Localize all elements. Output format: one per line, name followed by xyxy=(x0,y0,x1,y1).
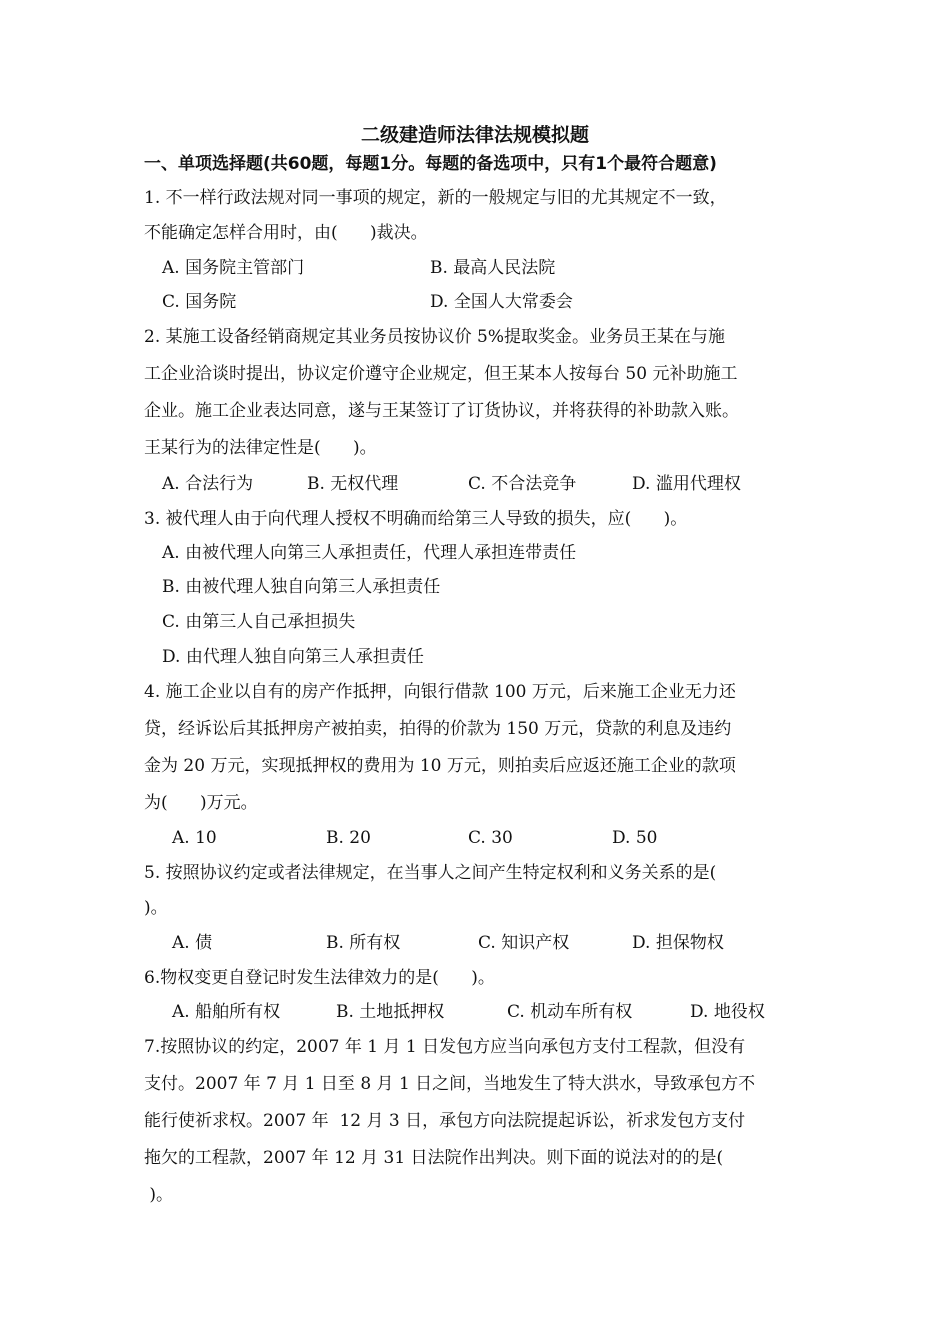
question-2-option-b: B. 无权代理 xyxy=(307,474,399,494)
question-2-stem-line-1: 2. 某施工设备经销商规定其业务员按协议价 5%提取奖金。业务员王某在与施 xyxy=(144,327,725,347)
question-6-option-a: A. 船舶所有权 xyxy=(172,1002,281,1022)
question-1-option-b: B. 最高人民法院 xyxy=(430,258,556,278)
question-1-stem-line-1: 1. 不一样行政法规对同一事项的规定，新的一般规定与旧的尤其规定不一致， xyxy=(144,188,727,208)
question-7-stem-line-4: 拖欠的工程款，2007 年 12 月 31 日法院作出判决。则下面的说法对的的是( xyxy=(144,1148,724,1168)
question-2-option-c: C. 不合法竞争 xyxy=(468,474,577,494)
question-2-stem-line-4: 王某行为的法律定性是( )。 xyxy=(144,438,377,458)
question-4-stem-line-4: 为( )万元。 xyxy=(144,793,258,813)
question-4-option-d: D. 50 xyxy=(612,828,658,848)
question-7-stem-line-3: 能行使祈求权。2007 年 12 月 3 日，承包方向法院提起诉讼，祈求发包方支付 xyxy=(144,1111,746,1131)
question-4-stem-line-3: 金为 20 万元，实现抵押权的费用为 10 万元，则拍卖后应返还施工企业的款项 xyxy=(144,756,736,776)
question-5-option-d: D. 担保物权 xyxy=(632,933,724,953)
question-5-stem-line-2: )。 xyxy=(144,898,168,918)
question-7-stem-line-2: 支付。2007 年 7 月 1 日至 8 月 1 日之间，当地发生了特大洪水，导致承包方不 xyxy=(144,1074,756,1094)
question-5-option-a: A. 债 xyxy=(172,933,213,953)
question-4-option-c: C. 30 xyxy=(468,828,513,848)
question-2-option-a: A. 合法行为 xyxy=(162,474,254,494)
question-3-option-c: C. 由第三人自己承担损失 xyxy=(162,612,356,632)
question-3-option-d: D. 由代理人独自向第三人承担责任 xyxy=(162,647,424,667)
question-1-option-a: A. 国务院主管部门 xyxy=(162,258,305,278)
question-6-option-b: B. 土地抵押权 xyxy=(336,1002,445,1022)
question-2-stem-line-3: 企业。施工企业表达同意，遂与王某签订了订货协议，并将获得的补助款入账。 xyxy=(144,401,739,421)
question-4-stem-line-1: 4. 施工企业以自有的房产作抵押，向银行借款 100 万元，后来施工企业无力还 xyxy=(144,682,736,702)
question-4-option-a: A. 10 xyxy=(172,828,217,848)
question-5-option-c: C. 知识产权 xyxy=(478,933,570,953)
question-4-stem-line-2: 贷，经诉讼后其抵押房产被拍卖，拍得的价款为 150 万元，贷款的利息及违约 xyxy=(144,719,732,739)
question-5-option-b: B. 所有权 xyxy=(326,933,401,953)
question-1-option-d: D. 全国人大常委会 xyxy=(430,292,573,312)
question-1-option-c: C. 国务院 xyxy=(162,292,237,312)
document-title: 二级建造师法律法规模拟题 xyxy=(360,124,589,146)
question-6-option-d: D. 地役权 xyxy=(690,1002,765,1022)
question-2-stem-line-2: 工企业洽谈时提出，协议定价遵守企业规定，但王某本人按每台 50 元补助施工 xyxy=(144,364,738,384)
question-6-option-c: C. 机动车所有权 xyxy=(507,1002,633,1022)
question-1-stem-line-2: 不能确定怎样合用时，由( )裁决。 xyxy=(144,223,428,243)
question-3-stem-line-1: 3. 被代理人由于向代理人授权不明确而给第三人导致的损失，应( )。 xyxy=(144,509,688,529)
question-3-option-a: A. 由被代理人向第三人承担责任，代理人承担连带责任 xyxy=(162,543,577,563)
question-5-stem-line-1: 5. 按照协议约定或者法律规定，在当事人之间产生特定权利和义务关系的是( xyxy=(144,863,717,883)
question-6-stem-line-1: 6.物权变更自登记时发生法律效力的是( )。 xyxy=(144,968,495,988)
question-3-option-b: B. 由被代理人独自向第三人承担责任 xyxy=(162,577,441,597)
question-7-stem-line-5: )。 xyxy=(144,1185,174,1205)
question-2-option-d: D. 滥用代理权 xyxy=(632,474,741,494)
question-4-option-b: B. 20 xyxy=(326,828,371,848)
section-heading: 一、单项选择题(共60题，每题1分。每题的备选项中，只有1个最符合题意) xyxy=(144,154,717,174)
question-7-stem-line-1: 7.按照协议的约定，2007 年 1 月 1 日发包方应当向承包方支付工程款，但没有 xyxy=(144,1037,746,1057)
